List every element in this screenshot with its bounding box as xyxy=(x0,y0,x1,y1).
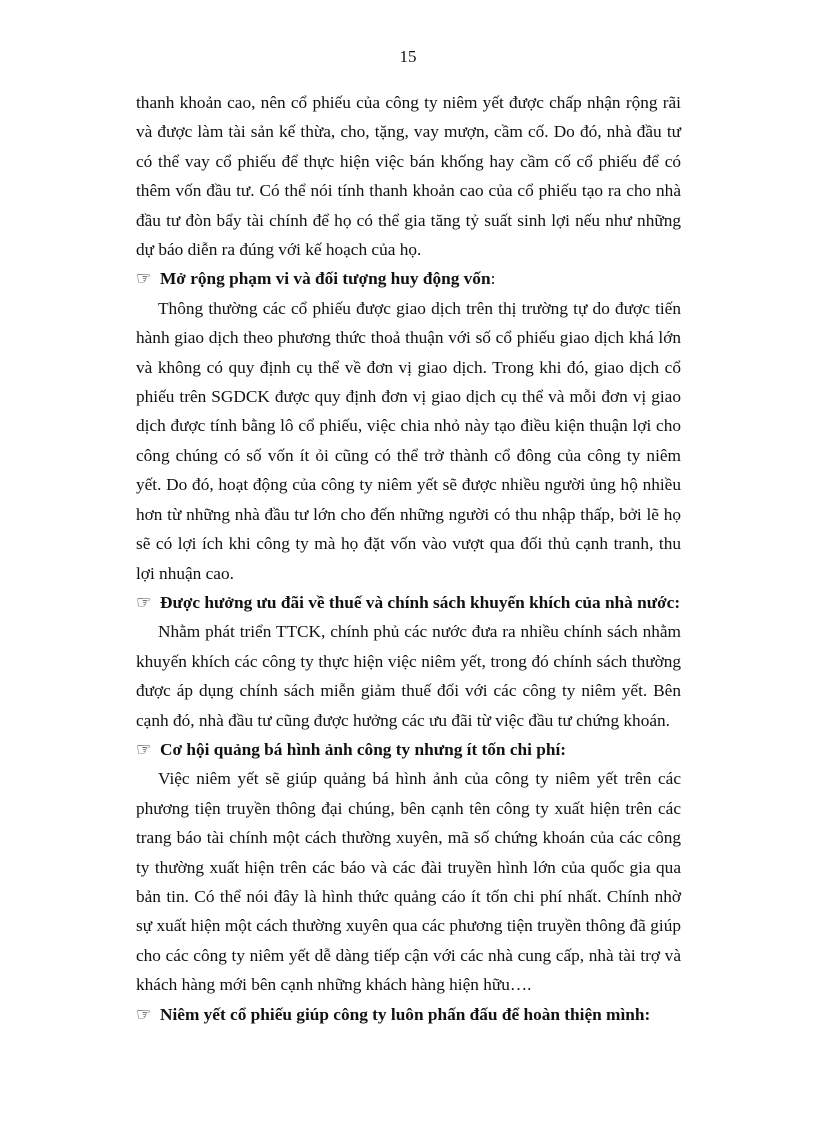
paragraph: Việc niêm yết sẽ giúp quảng bá hình ảnh của công ty niêm yết trên các phương tiện truyền thông đại chúng, bên cạnh tên công ty xuất hiện trên các trang báo tài chính một cách thường xuyên, mã số chứng khoán của các công ty thường xuất hiện trên các báo và các đài truyền hình lớn của quốc gia qua bản tin. Có thể nói đây là hình thức quảng cáo ít tốn chi phí nhất. Chính nhờ sự xuất hiện một cách thường xuyên qua các phương tiện truyền thông đã giúp cho các công ty niêm yết dễ dàng tiếp cận với các nhà cung cấp, nhà tài trợ và khách hàng mới bên cạnh những khách hàng hiện hữu…. xyxy=(136,769,681,995)
section-heading xyxy=(136,1000,681,1029)
section-heading-suffix: : xyxy=(490,269,496,289)
page-number: 15 xyxy=(399,47,417,66)
pointing-hand-icon: ☞ xyxy=(136,1004,152,1024)
section-heading-text: Cơ hội quảng bá hình ảnh công ty nhưng ít tốn chi phí: xyxy=(160,739,567,759)
paragraph: Thông thường các cổ phiếu được giao dịch trên thị trường tự do được tiến hành giao dịch theo phương thức thoả thuận với số cổ phiếu giao dịch khá lớn và không có quy định cụ thể về đơn vị giao dịch. Trong khi đó, giao dịch cổ phiếu trên SGDCK được quy định đơn vị giao dịch cụ thể và mỗi đơn vị giao dịch được tính bằng lô cổ phiếu, việc chia nhỏ này tạo điều kiện thuận lợi cho công chúng có số vốn ít ỏi cũng có thể trở thành cổ đông của công ty niêm yết. Do đó, hoạt động của công ty niêm yết sẽ được nhiều người ủng hộ nhiều hơn từ những nhà đầu tư lớn cho đến những người có thu nhập thấp, bởi lẽ họ sẽ có lợi ích khi công ty mà họ đặt vốn vào vượt qua đối thủ cạnh tranh, thu lợi nhuận cao. xyxy=(136,298,681,583)
section-heading xyxy=(136,735,681,764)
section-heading xyxy=(136,264,681,293)
section-heading-text: Mở rộng phạm vi và đối tượng huy động vốn xyxy=(160,269,491,289)
section-heading xyxy=(136,588,681,617)
pointing-hand-icon: ☞ xyxy=(136,592,152,612)
section-heading-text: Được hưởng ưu đãi về thuế và chính sách khuyến khích của nhà nước: xyxy=(160,592,681,612)
paragraph: thanh khoản cao, nên cổ phiếu của công ty niêm yết được chấp nhận rộng rãi và được làm tài sản kế thừa, cho, tặng, vay mượn, cầm cố. Do đó, nhà đầu tư có thể vay cổ phiếu để thực hiện việc bán khống hay cầm cố cổ phiếu để có thêm vốn đầu tư. Có thể nói tính thanh khoản cao của cổ phiếu tạo ra cho nhà đầu tư đòn bẩy tài chính để họ có thể gia tăng tỷ suất sinh lợi nếu như những dự báo diễn ra đúng với kế hoạch của họ. xyxy=(136,93,681,260)
pointing-hand-icon: ☞ xyxy=(136,739,152,759)
pointing-hand-icon: ☞ xyxy=(136,269,152,289)
section-heading-text: Niêm yết cổ phiếu giúp công ty luôn phấn đấu để hoàn thiện mình: xyxy=(160,1004,651,1024)
paragraph: Nhằm phát triển TTCK, chính phủ các nước đưa ra nhiều chính sách nhằm khuyến khích các công ty thực hiện việc niêm yết, trong đó chính sách thường được áp dụng chính sách miễn giảm thuế đối với các công ty niêm yết. Bên cạnh đó, nhà đầu tư cũng được hưởng các ưu đãi từ việc đầu tư chứng khoán. xyxy=(136,622,681,730)
document-body xyxy=(136,88,681,1029)
